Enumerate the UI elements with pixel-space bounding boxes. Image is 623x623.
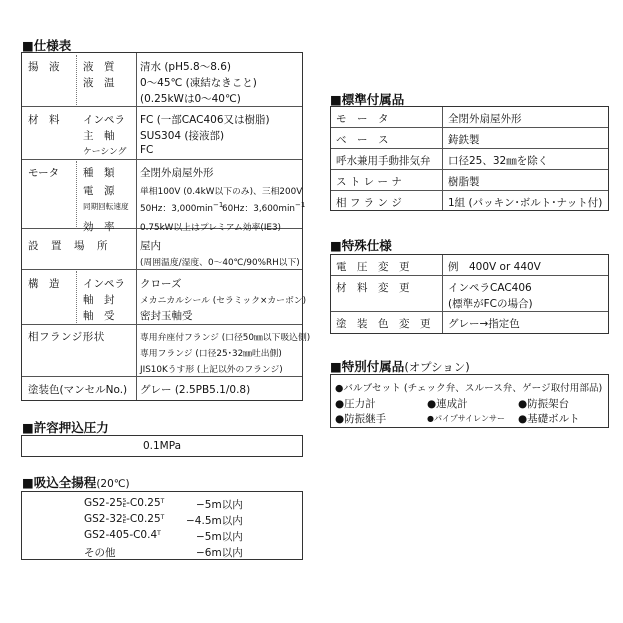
accessory-value-strainer: 樹脂製: [448, 176, 480, 188]
accessory-key-strainer: ス ト レ ー ナ: [336, 176, 402, 188]
special-key-voltage: 電 圧 変 更: [336, 261, 410, 273]
spec-flange-line3: JIS10Kうす形 (上記以外のフランジ): [140, 365, 283, 375]
suction-model-4: その他: [84, 547, 116, 559]
accessory-value-flange: 1組 (パッキン･ボルト･ナット付): [448, 197, 603, 209]
accessories-title: ■標準付属品: [330, 92, 405, 107]
special-key-material: 材 料 変 更: [336, 282, 410, 294]
spec-paint-value: グレー (2.5PB5.1/0.8): [140, 384, 251, 396]
spec-structure-impeller-value: クローズ: [140, 278, 182, 290]
pressure-value: 0.1MPa: [21, 435, 303, 457]
spec-liquid-temp-note: (0.25kWは0～40℃): [140, 93, 241, 105]
spec-structure-bearing-value: 密封玉軸受: [140, 310, 193, 322]
spec-structure-seal-key: 軸 封: [83, 294, 115, 306]
spec-motor-category: モータ: [28, 167, 60, 179]
options-title: ■特別付属品(オプション): [330, 359, 470, 374]
accessory-value-valve: 口径25、32㎜を除く: [448, 155, 549, 167]
option-pipe-silencer: ●パイプサイレンサー: [427, 414, 505, 423]
spec-material-impeller-value: FC (一部CAC406又は樹脂): [140, 114, 270, 126]
special-title: ■特殊仕様: [330, 238, 392, 253]
spec-motor-speed-50hz: 50Hz：$3,000\min^{-1}$: [140, 201, 224, 214]
spec-flange-line2: 専用フランジ (口径25･32㎜吐出側): [140, 349, 282, 359]
spec-material-shaft-key: 主 軸: [83, 130, 115, 142]
spec-site-category: 設 置 場 所: [28, 240, 109, 252]
accessory-key-motor: モ ー タ: [336, 113, 389, 125]
spec-motor-power-value: 単相100V (0.4kW以下のみ)、三相200V: [140, 187, 303, 197]
spec-flange-line1: 専用弁座付フランジ (口径50㎜以下吸込側): [140, 333, 311, 343]
spec-paint-category: 塗装色(マンセルNo.): [28, 384, 128, 396]
suction-model-2: GS2-32S $E-C0.25^T$: [84, 513, 165, 525]
option-vibration-joint: ●防振継手: [335, 413, 387, 425]
spec-site-value: 屋内: [140, 240, 161, 252]
spec-motor-speed-key: 同期回転速度: [83, 202, 129, 211]
accessory-value-base: 鋳鉄製: [448, 134, 480, 146]
special-value-paint: グレー→指定色: [448, 318, 520, 330]
spec-heading-partial: ■仕様表: [22, 38, 72, 53]
special-key-paint: 塗 装 色 変 更: [336, 318, 431, 330]
suction-value-4: −6m以内: [196, 547, 243, 559]
option-valve-set: ●バルブセット (チェック弁、スルース弁、ゲージ取付用部品): [335, 383, 603, 394]
spec-site-note: (周囲温度/湿度、0～40℃/90%RH以下): [140, 258, 300, 268]
special-value-voltage: 例 400V or 440V: [448, 261, 541, 273]
suction-title: ■吸込全揚程(20℃): [22, 475, 130, 490]
spec-motor-type-key: 種 類: [83, 167, 115, 179]
spec-structure-bearing-key: 軸 受: [83, 310, 115, 322]
option-pressure-gauge: ●圧力計: [335, 398, 376, 410]
suction-model-3: $GS2-405-C0.4^T$: [84, 529, 161, 541]
accessory-value-motor: 全閉外扇屋外形: [448, 113, 522, 125]
spec-liquid-quality-value: 清水 (pH5.8～8.6): [140, 61, 231, 73]
spec-material-shaft-value: SUS304 (接液部): [140, 130, 225, 142]
spec-liquid-quality-key: 液 質: [83, 61, 115, 73]
spec-motor-power-key: 電 源: [83, 185, 115, 197]
option-compound-gauge: ●連成計: [427, 398, 468, 410]
option-vibration-base: ●防振架台: [518, 398, 570, 410]
spec-material-casing-value: FC: [140, 144, 154, 156]
suction-value-3: −5m以内: [196, 531, 243, 543]
spec-material-category: 材 料: [28, 114, 60, 126]
spec-motor-type-value: 全閉外扇屋外形: [140, 167, 214, 179]
spec-motor-efficiency-value: 0.75kW以上はプレミアム効率(IE3): [140, 223, 281, 233]
spec-structure-seal-value: メカニカルシール (セラミック×カーボン): [140, 296, 307, 306]
spec-motor-efficiency-key: 効 率: [83, 221, 115, 233]
spec-material-casing-key: ケーシング: [83, 147, 127, 157]
suction-value-1: −5m以内: [196, 499, 243, 511]
special-value-material-note: (標準がFCの場合): [448, 298, 533, 310]
spec-liquid-category: 揚 液: [28, 61, 60, 73]
spec-liquid-temp-key: 液 温: [83, 77, 115, 89]
accessory-key-flange: 相 フ ラ ン ジ: [336, 197, 402, 209]
accessory-key-base: ベ ー ス: [336, 134, 389, 146]
accessory-key-valve: 呼水兼用手動排気弁: [336, 155, 431, 167]
spec-liquid-temp-value: 0～45℃ (凍結なきこと): [140, 77, 257, 89]
option-foundation-bolt: ●基礎ボルト: [518, 413, 580, 425]
suction-value-2: −4.5m以内: [186, 515, 243, 527]
spec-structure-impeller-key: インペラ: [83, 278, 125, 290]
pressure-title: ■許容押込圧力: [22, 420, 109, 435]
special-value-material: インペラCAC406: [448, 282, 532, 294]
spec-material-impeller-key: インペラ: [83, 114, 125, 126]
spec-structure-category: 構 造: [28, 278, 60, 290]
spec-motor-speed-60hz: 60Hz：$3,600\min^{-1}$: [222, 201, 306, 214]
spec-flange-category: 相フランジ形状: [28, 331, 105, 343]
suction-model-1: GS2-25S $E-C0.25^T$: [84, 497, 165, 509]
